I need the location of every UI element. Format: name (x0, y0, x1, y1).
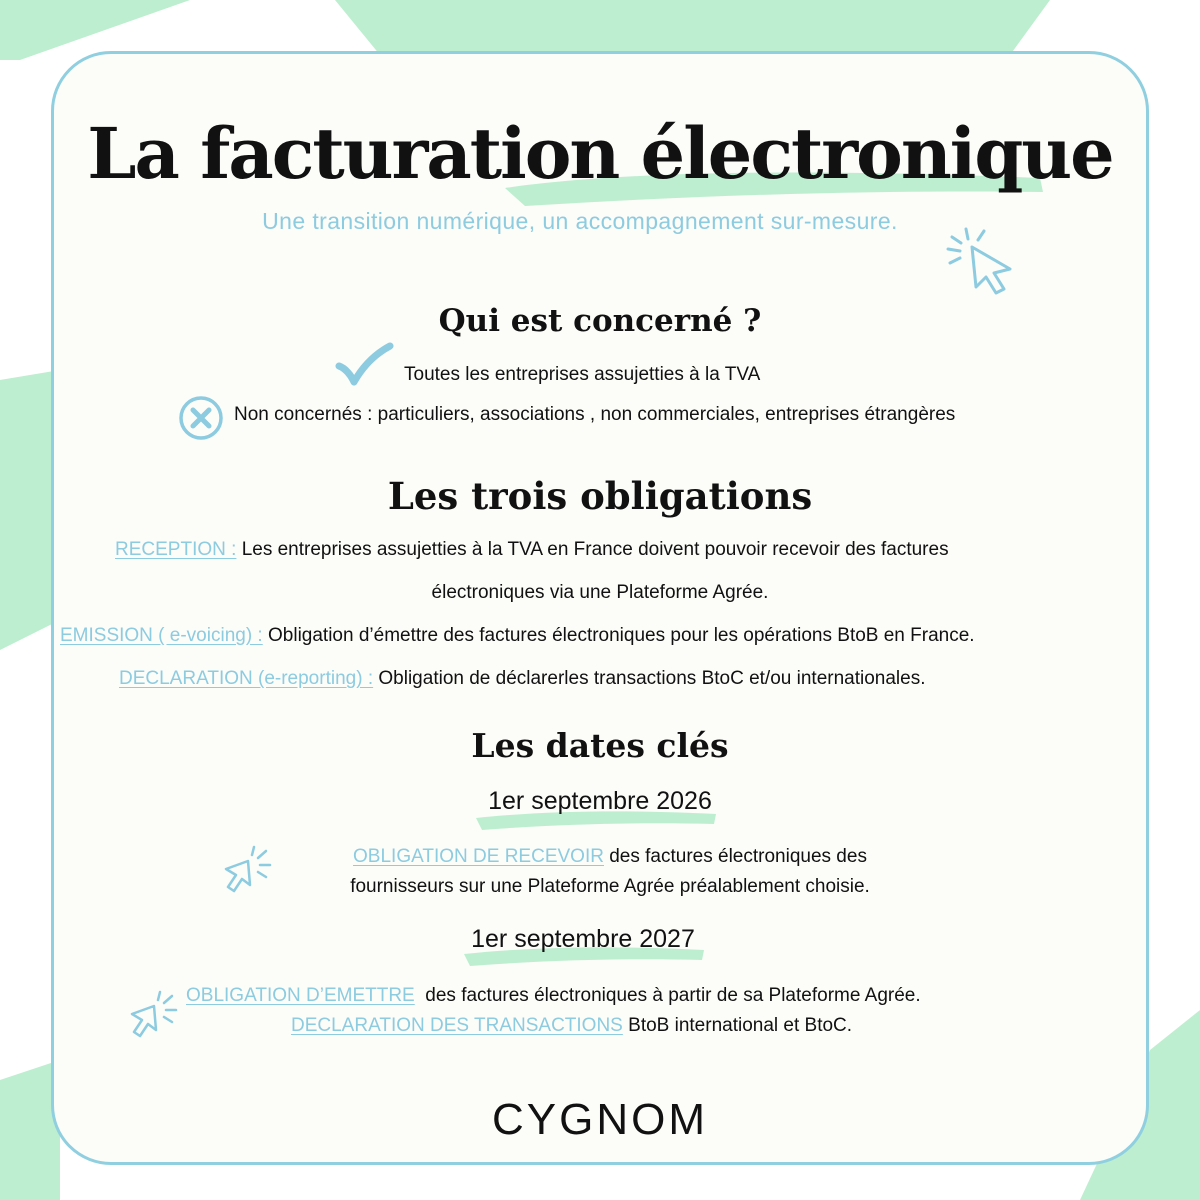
concerned-yes-text: Toutes les entreprises assujetties à la TVA (404, 364, 761, 385)
obligation-declaration (119, 668, 926, 690)
emit-obligation-link[interactable]: OBLIGATION D’EMETTRE (186, 985, 415, 1006)
emission-text: Obligation d’émettre des factures électroniques pour les opérations BtoB en France. (268, 625, 975, 646)
cursor-click-icon (126, 988, 181, 1038)
date-2026-line-1: OBLIGATION DE RECEVOIR des factures électroniques des (353, 846, 867, 867)
cursor-click-icon (940, 225, 1020, 300)
date-2027-line-2: DECLARATION DES TRANSACTIONS BtoB international et BtoC. (291, 1015, 853, 1036)
page-title: La facturation électronique (87, 112, 1113, 195)
date-2027-line-1: OBLIGATION D’EMETTRE des factures électroniques à partir de sa Plateforme Agrée. (186, 985, 921, 1006)
receive-obligation-link[interactable]: OBLIGATION DE RECEVOIR (353, 846, 604, 867)
date-2027: 1er septembre 2027 (471, 925, 695, 953)
concerned-heading: Qui est concerné ? (438, 303, 762, 339)
reception-text: Les entreprises assujetties à la TVA en France doivent pouvoir recevoir des factures (241, 539, 949, 560)
declaration-link[interactable]: DECLARATION (e-reporting) : (119, 668, 374, 689)
cross-circle-icon (177, 394, 225, 442)
reception-text-continued: électroniques via une Plateforme Agrée. (431, 582, 769, 603)
reception-link[interactable]: RECEPTION : (115, 539, 237, 560)
date-2026: 1er septembre 2026 (488, 787, 712, 815)
date-2026-line-2: fournisseurs sur une Plateforme Agrée préalablement choisie. (350, 876, 870, 897)
obligations-heading: Les trois obligations (387, 474, 813, 518)
cygnom-logo: CYGNOM (492, 1095, 708, 1144)
emission-link[interactable]: EMISSION ( e-voicing) : (60, 625, 263, 646)
obligation-emission (60, 625, 975, 647)
page-subtitle: Une transition numérique, un accompagnement sur-mesure. (262, 208, 898, 234)
concerned-no-text: Non concernés : particuliers, associations , non commerciales, entreprises étrangères (234, 404, 956, 425)
checkmark-icon (335, 342, 395, 387)
obligation-reception (115, 539, 949, 561)
declaration-text: Obligation de déclarerles transactions BtoC et/ou internationales. (378, 668, 926, 689)
dates-heading: Les dates clés (471, 726, 729, 765)
declaration-transactions-link[interactable]: DECLARATION DES TRANSACTIONS (291, 1015, 623, 1036)
